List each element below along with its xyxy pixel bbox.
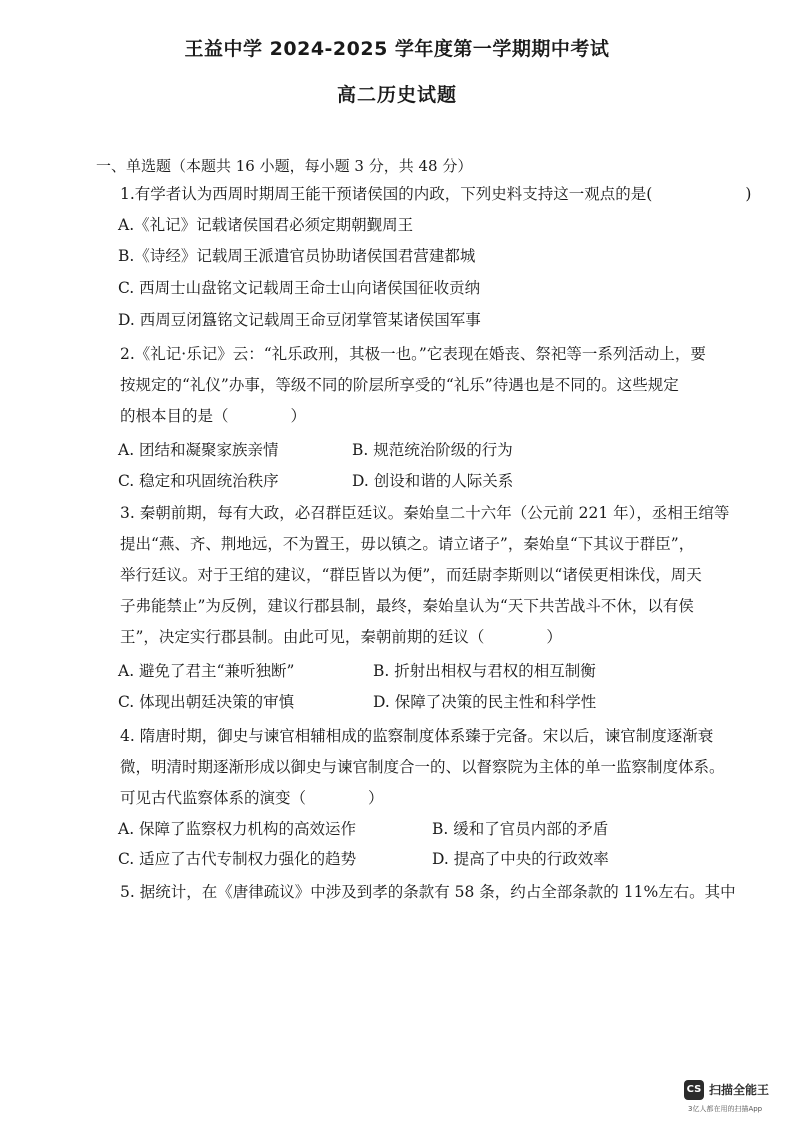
question-1-option-b: B.《诗经》记载周王派遣官员协助诸侯国君营建都城	[118, 247, 476, 265]
exam-subtitle: 高二历史试题	[336, 84, 457, 106]
question-3-stem-line-2: 提出“燕、齐、荆地远，不为置王，毋以镇之。请立诸子”，秦始皇“下其议于群臣”，	[120, 535, 695, 553]
exam-title: 王益中学 2024-2025 学年度第一学期期中考试	[184, 38, 610, 60]
question-3-stem-line-4: 子弗能禁止”为反例，建议行郡县制，最终，秦始皇认为“天下共苦战斗不休，以有侯	[120, 597, 694, 615]
question-3-stem-line-5: 王”，决定实行郡县制。由此可见，秦朝前期的廷议（ ）	[120, 628, 562, 646]
question-2-stem-line-1: 2.《礼记·乐记》云：“礼乐政刑，其极一也。”它表现在婚丧、祭祀等一系列活动上，要	[120, 345, 706, 363]
question-3-stem-line-1: 3. 秦朝前期，每有大政，必召群臣廷议。秦始皇二十六年（公元前 221 年），丞相王绾等	[120, 504, 730, 522]
scanner-tagline: 3亿人都在用的扫描App	[688, 1105, 763, 1113]
question-3-option-b: B. 折射出相权与君权的相互制衡	[373, 662, 596, 680]
section-heading: 一、单选题（本题共 16 小题，每小题 3 分，共 48 分）	[96, 157, 473, 175]
question-4-stem-line-1: 4. 隋唐时期，御史与谏官相辅相成的监察制度体系臻于完备。宋以后，谏官制度逐渐衰	[120, 727, 714, 745]
question-4-option-c: C. 适应了古代专制权力强化的趋势	[118, 850, 357, 868]
question-3-option-c: C. 体现出朝廷决策的审慎	[118, 693, 295, 711]
question-2-stem-line-3: 的根本目的是（ ）	[120, 407, 307, 425]
question-2-option-d: D. 创设和谐的人际关系	[352, 472, 514, 490]
question-4-option-a: A. 保障了监察权力机构的高效运作	[118, 820, 357, 838]
scanner-app-name: 扫描全能王	[709, 1083, 770, 1097]
question-4-option-d: D. 提高了中央的行政效率	[432, 850, 609, 868]
question-2-option-c: C. 稳定和巩固统治秩序	[118, 472, 279, 490]
question-1-option-a: A.《礼记》记载诸侯国君必须定期朝觐周王	[118, 216, 414, 234]
question-2-option-b: B. 规范统治阶级的行为	[352, 441, 513, 459]
question-1-option-d: D. 西周豆闭簋铭文记载周王命豆闭掌管某诸侯国军事	[118, 311, 481, 329]
question-5-stem-line-1: 5. 据统计，在《唐律疏议》中涉及到孝的条款有 58 条，约占全部条款的 11%左右。其中	[120, 883, 736, 901]
question-4-stem-line-3: 可见古代监察体系的演变（ ）	[120, 789, 384, 807]
scanner-watermark	[684, 1080, 794, 1120]
question-3-option-a: A. 避免了君主“兼听独断”	[118, 662, 295, 680]
question-2-option-a: A. 团结和凝聚家族亲情	[118, 441, 279, 459]
question-1-stem: 1.有学者认为西周时期周王能干预诸侯国的内政，下列史料支持这一观点的是( )	[120, 185, 752, 203]
question-3-stem-line-3: 举行廷议。对于王绾的建议，“群臣皆以为便”，而廷尉李斯则以“诸侯更相诛伐，周天	[120, 566, 702, 584]
scanner-logo-icon: CS	[684, 1080, 704, 1100]
question-3-option-d: D. 保障了决策的民主性和科学性	[373, 693, 597, 711]
question-4-stem-line-2: 微，明清时期逐渐形成以御史与谏官制度合一的、以督察院为主体的单一监察制度体系。	[120, 758, 725, 776]
question-4-option-b: B. 缓和了官员内部的矛盾	[432, 820, 609, 838]
question-2-stem-line-2: 按规定的“礼仪”办事，等级不同的阶层所享受的“礼乐”待遇也是不同的。这些规定	[120, 376, 679, 394]
question-1-option-c: C. 西周士山盘铭文记载周王命士山向诸侯国征收贡纳	[118, 279, 481, 297]
